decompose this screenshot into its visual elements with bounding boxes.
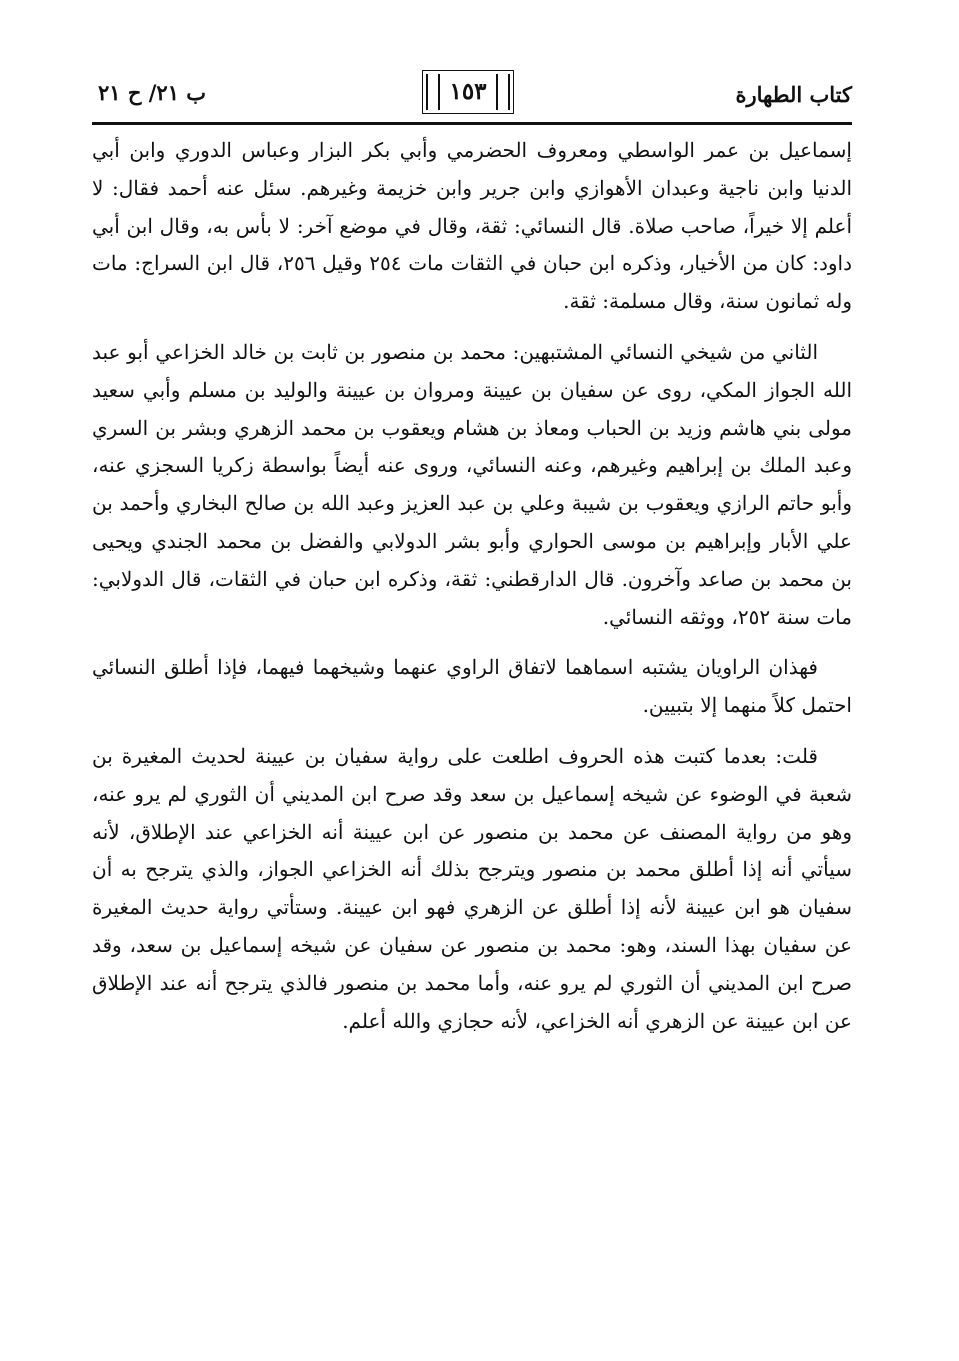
paragraph-2: الثاني من شيخي النسائي المشتبهين: محمد بن منصور بن ثابت بن خالد الخزاعي أبو عبد الله الجواز المكي، روى عن سفيان بن عيينة ومروان بن عيينة والوليد بن مسلم وأبي سعيد مولى بني هاشم وزيد بن الحباب ومعاذ بن هشام ويعقوب بن محمد الزهري وبشر بن السري وعبد الملك بن إبراهيم وغيرهم، وعنه النسائي، وروى عنه أيضاً بواسطة زكريا السجزي عنه، وأبو حاتم الرازي ويعقوب بن شيبة وعلي بن عبد العزيز وعبد الله بن صالح البخاري وأحمد بن علي الأبار وإبراهيم بن موسى الحواري وأبو بشر الدولابي والفضل بن محمد الجندي ويحيى بن محمد بن صاعد وآخرون. قال الدارقطني: ثقة، وذكره ابن حبان في الثقات، قال الدولابي: مات سنة ٢٥٢، ووثقه النسائي. [92, 339, 852, 629]
page-number-frame [422, 70, 514, 114]
book-title: كتاب الطهارة [735, 82, 852, 107]
book-page [92, 60, 852, 1320]
page-body [92, 132, 852, 1040]
header-divider [92, 122, 852, 125]
page-number: ١٥٣ [449, 78, 487, 105]
paragraph-1: إسماعيل بن عمر الواسطي ومعروف الحضرمي وأبي بكر البزار وعباس الدوري وابن أبي الدنيا وابن ناجية وعبدان الأهوازي وابن جرير وابن خزيمة وغيرهم. سئل عنه أحمد فقال: لا أعلم إلا خيراً، صاحب صلاة. قال النسائي: ثقة، وقال في موضع آخر: لا بأس به، وقال ابن أبي داود: كان من الأخيار، وذكره ابن حبان في الثقات مات ٢٥٤ وقيل ٢٥٦، قال ابن السراج: مات وله ثمانون سنة، وقال مسلمة: ثقة. [92, 138, 852, 314]
paragraph-3: فهذان الراويان يشتبه اسماهما لاتفاق الراوي عنهما وشيخهما فيهما، فإذا أطلق النسائي احتمل كلاً منهما إلا بتبيين. [92, 655, 852, 718]
chapter-reference: ب ٢١/ ح ٢١ [98, 80, 207, 105]
paragraph-4: قلت: بعدما كتبت هذه الحروف اطلعت على رواية سفيان بن عيينة لحديث المغيرة بن شعبة في الوضوء عن شيخه إسماعيل بن سعد وقد صرح ابن المديني أن الثوري لم يرو عنه، وهو من رواية المصنف عن محمد بن منصور عن ابن عيينة أنه الخزاعي عند الإطلاق، لأنه سيأتي أنه إذا أطلق محمد بن منصور ويترجح بذلك أنه الخزاعي الجواز، والذي يترجح به أن سفيان هو ابن عيينة لأنه إذا أطلق عن الزهري فهو ابن عيينة. وستأتي رواية حديث المغيرة عن سفيان بهذا السند، وهو: محمد بن منصور عن سفيان عن شيخه إسماعيل بن سعد، وقد صرح ابن المديني أن الثوري لم يرو عنه، وأما محمد بن منصور فالذي يترجح أنه عند الإطلاق عن ابن عيينة عن الزهري أنه الخزاعي، لأنه حجازي والله أعلم. [92, 743, 852, 1033]
page-header [92, 60, 852, 126]
